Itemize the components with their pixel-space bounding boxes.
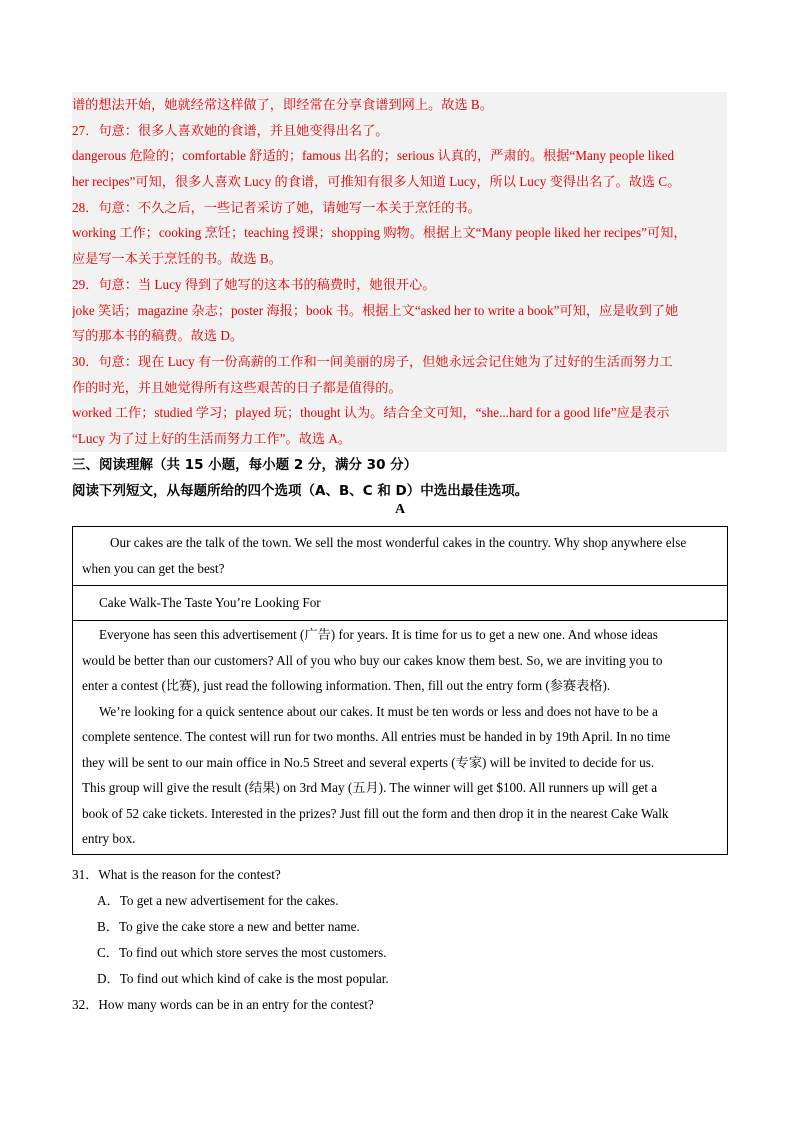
ad-contest-row — [73, 621, 727, 854]
answer-line: 谱的想法开始，她就经常这样做了，即经常在分享食谱到网上。故选 B。 — [72, 97, 493, 112]
question-31-option-d: D．To find out which kind of cake is the most popular. — [97, 971, 389, 986]
ad-text-line: entry box. — [82, 831, 136, 846]
ad-text-line: This group will give the result (结果) on 3rd May (五月). The winner will get $100. All runners up will get a — [82, 780, 658, 795]
ad-text-line: when you can get the best? — [82, 560, 225, 576]
ad-text-line: We’re looking for a quick sentence about our cakes. It must be ten words or less and does not have to be a — [99, 703, 658, 719]
answer-line: 30．句意：现在 Lucy 有一份高薪的工作和一间美丽的房子，但她永远会记住她为了过好的生活而努力工 — [72, 353, 673, 369]
answer-line: her recipes”可知，很多人喜欢 Lucy 的食谱，可推知有很多人知道 Lucy，所以 Lucy 变得出名了。故选 C。 — [72, 174, 681, 190]
advertisement-table — [72, 526, 728, 855]
ad-text-line: they will be sent to our main office in No.5 Street and several experts (专家) will be invited to decide for us. — [82, 754, 655, 770]
ad-slogan-row: Cake Walk-The Taste You’re Looking For — [73, 586, 727, 621]
question-31-option-c: C．To find out which store serves the most customers. — [97, 945, 387, 960]
answer-line: 28．句意：不久之后，一些记者采访了她，请她写一本关于烹饪的书。 — [72, 199, 481, 215]
question-32-stem: 32．How many words can be in an entry for the contest? — [72, 997, 374, 1012]
ad-text-line: book of 52 cake tickets. Interested in the prizes? Just fill out the form and then drop it in the nearest Cake Walk — [82, 805, 669, 821]
ad-intro-row — [73, 527, 727, 586]
question-31-stem: 31．What is the reason for the contest? — [72, 867, 281, 882]
answer-line: worked 工作；studied 学习；played 玩；thought 认为。结合全文可知，“she...hard for a good life”应是表示 — [72, 405, 670, 421]
answer-line: 作的时光，并且她觉得所有这些艰苦的日子都是值得的。 — [72, 379, 402, 395]
answer-line: 29．句意：当 Lucy 得到了她写的这本书的稿费时，她很开心。 — [72, 276, 436, 292]
ad-text-line: would be better than our customers? All of you who buy our cakes know them best. So, we are inviting you to — [82, 652, 663, 668]
answer-line: 应是写一本关于烹饪的书。故选 B。 — [72, 251, 282, 267]
ad-text-line: complete sentence. The contest will run for two months. All entries must be handed in by 19th April. In no time — [82, 729, 671, 744]
ad-text-line: enter a contest (比赛), just read the following information. Then, fill out the entry form (参赛表格). — [82, 678, 611, 693]
section-instruction: 阅读下列短文，从每题所给的四个选项（A、B、C 和 D）中选出最佳选项。 — [72, 483, 529, 499]
answer-explanation-block — [72, 92, 727, 452]
section-title: 三、阅读理解（共 15 小题，每小题 2 分，满分 30 分） — [72, 457, 418, 473]
ad-text-line: Everyone has seen this advertisement (广告) for years. It is time for us to get a new one. And whose ideas — [99, 627, 658, 642]
answer-line: “Lucy 为了过上好的生活而努力工作”。故选 A。 — [72, 430, 352, 446]
answer-line: 写的那本书的稿费。故选 D。 — [72, 328, 244, 344]
answer-line: 27．句意：很多人喜欢她的食谱，并且她变得出名了。 — [72, 122, 389, 138]
question-31-option-b: B．To give the cake store a new and better name. — [97, 919, 360, 934]
answer-line: joke 笑话；magazine 杂志；poster 海报；book 书。根据上文“asked her to write a book”可知，应是收到了她 — [72, 302, 679, 318]
answer-line: dangerous 危险的；comfortable 舒适的；famous 出名的；serious 认真的，严肃的。根据“Many people liked — [72, 148, 675, 164]
answer-line: working 工作；cooking 烹饪；teaching 授课；shopping 购物。根据上文“Many people liked her recipes”可知， — [72, 225, 687, 241]
question-31-option-a: A．To get a new advertisement for the cakes. — [97, 893, 339, 908]
ad-text-line: Our cakes are the talk of the town. We sell the most wonderful cakes in the country. Why shop anywhere else — [110, 535, 687, 550]
passage-letter: A — [394, 502, 406, 517]
